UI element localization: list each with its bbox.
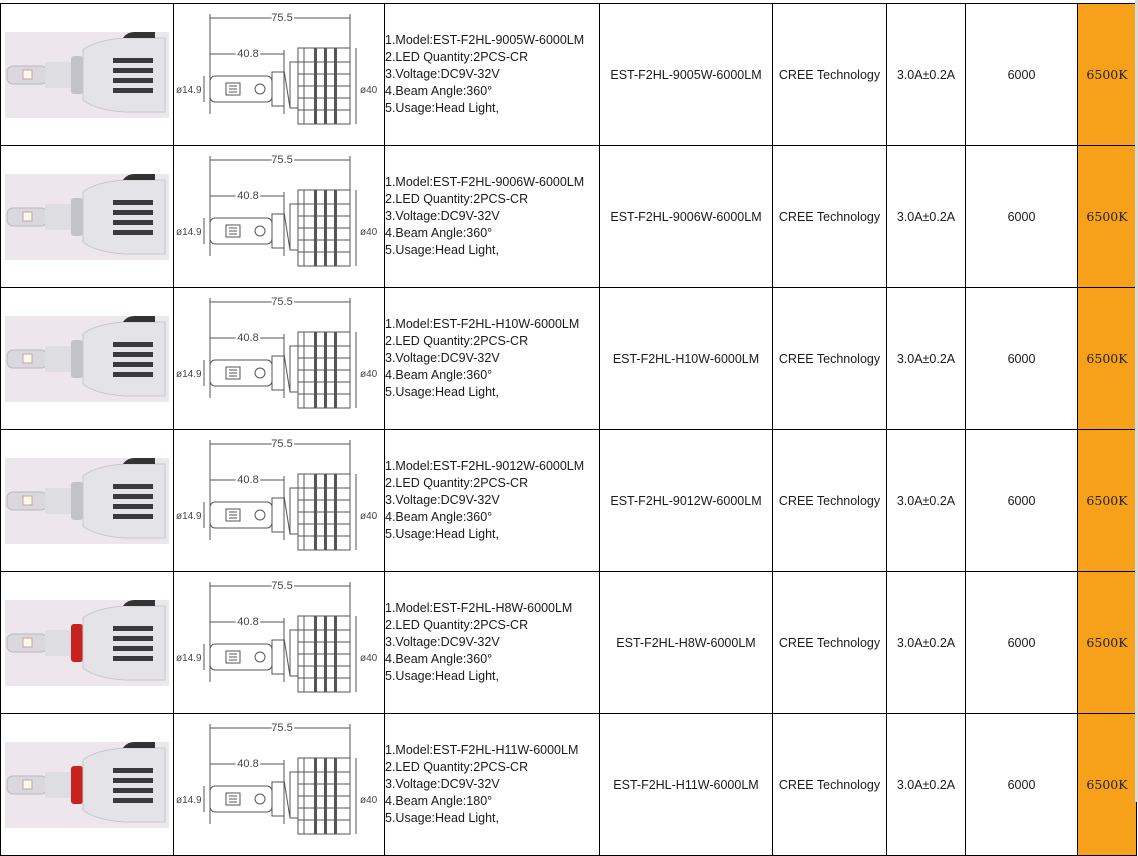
dimension-drawing xyxy=(174,146,384,284)
dim-total-length: 75.5 xyxy=(271,12,293,24)
spec-model: 1.Model:EST-F2HL-H10W-6000LM xyxy=(385,317,580,331)
spec-cell[interactable] xyxy=(385,714,600,856)
dim-total-length: 75.5 xyxy=(271,580,293,592)
drawing-cell[interactable] xyxy=(174,4,385,146)
spec-cell[interactable] xyxy=(385,146,600,288)
lumen-cell[interactable]: 6000 xyxy=(966,714,1078,856)
model-cell[interactable]: EST-F2HL-9005W-6000LM xyxy=(600,4,773,146)
current-cell[interactable]: 3.0A±0.2A xyxy=(887,4,966,146)
photo-cell[interactable] xyxy=(1,146,174,288)
technology-cell[interactable]: CREE Technology xyxy=(773,146,887,288)
bulb-photo xyxy=(5,742,169,828)
spec-cell[interactable] xyxy=(385,4,600,146)
bulb-photo xyxy=(5,316,169,402)
drawing-cell[interactable] xyxy=(174,146,385,288)
photo-cell[interactable] xyxy=(1,288,174,430)
spec-voltage: 3.Voltage:DC9V-32V xyxy=(385,777,500,791)
technology-cell[interactable]: CREE Technology xyxy=(773,714,887,856)
spec-voltage: 3.Voltage:DC9V-32V xyxy=(385,351,500,365)
current-cell[interactable]: 3.0A±0.2A xyxy=(887,288,966,430)
current-cell[interactable]: 3.0A±0.2A xyxy=(887,714,966,856)
table-row xyxy=(1,714,1137,856)
lumen-cell[interactable]: 6000 xyxy=(966,146,1078,288)
table-row xyxy=(1,4,1137,146)
color-temp-cell[interactable]: 6500K xyxy=(1078,714,1137,856)
spec-cell[interactable] xyxy=(385,572,600,714)
dimension-drawing xyxy=(174,430,384,568)
spec-usage: 5.Usage:Head Light, xyxy=(385,385,499,399)
dim-base-diameter: ø14.9 xyxy=(176,653,202,664)
photo-cell[interactable] xyxy=(1,430,174,572)
spec-model: 1.Model:EST-F2HL-9006W-6000LM xyxy=(385,175,585,189)
color-temp-cell[interactable]: 6500K xyxy=(1078,572,1137,714)
spec-beam-angle: 4.Beam Angle:180° xyxy=(385,794,493,808)
dim-total-length: 75.5 xyxy=(271,154,293,166)
bulb-photo xyxy=(5,32,169,118)
photo-cell[interactable] xyxy=(1,714,174,856)
model-cell[interactable]: EST-F2HL-H11W-6000LM xyxy=(600,714,773,856)
spec-usage: 5.Usage:Head Light, xyxy=(385,527,499,541)
spec-model: 1.Model:EST-F2HL-H11W-6000LM xyxy=(385,743,579,757)
dim-base-diameter: ø14.9 xyxy=(176,227,202,238)
spec-model: 1.Model:EST-F2HL-H8W-6000LM xyxy=(385,601,573,615)
dim-head-diameter: ø40 xyxy=(360,511,378,522)
spec-led-qty: 2.LED Quantity:2PCS-CR xyxy=(385,334,529,348)
spec-beam-angle: 4.Beam Angle:360° xyxy=(385,510,493,524)
spec-beam-angle: 4.Beam Angle:360° xyxy=(385,368,493,382)
dimension-drawing xyxy=(174,572,384,710)
dimension-drawing xyxy=(174,714,384,852)
dim-head-diameter: ø40 xyxy=(360,653,378,664)
spec-beam-angle: 4.Beam Angle:360° xyxy=(385,84,493,98)
spec-voltage: 3.Voltage:DC9V-32V xyxy=(385,67,500,81)
lumen-cell[interactable]: 6000 xyxy=(966,572,1078,714)
spec-led-qty: 2.LED Quantity:2PCS-CR xyxy=(385,760,529,774)
spec-beam-angle: 4.Beam Angle:360° xyxy=(385,652,493,666)
dim-base-diameter: ø14.9 xyxy=(176,511,202,522)
dim-mid-length: 40.8 xyxy=(237,332,259,344)
spec-model: 1.Model:EST-F2HL-9005W-6000LM xyxy=(385,33,585,47)
dim-total-length: 75.5 xyxy=(271,438,293,450)
photo-cell[interactable] xyxy=(1,4,174,146)
spec-led-qty: 2.LED Quantity:2PCS-CR xyxy=(385,618,529,632)
spec-beam-angle: 4.Beam Angle:360° xyxy=(385,226,493,240)
photo-cell[interactable] xyxy=(1,572,174,714)
spec-usage: 5.Usage:Head Light, xyxy=(385,101,499,115)
current-cell[interactable]: 3.0A±0.2A xyxy=(887,430,966,572)
spec-led-qty: 2.LED Quantity:2PCS-CR xyxy=(385,192,529,206)
spec-model: 1.Model:EST-F2HL-9012W-6000LM xyxy=(385,459,585,473)
technology-cell[interactable]: CREE Technology xyxy=(773,288,887,430)
spec-usage: 5.Usage:Head Light, xyxy=(385,669,499,683)
dimension-drawing xyxy=(174,288,384,426)
dim-total-length: 75.5 xyxy=(271,722,293,734)
spec-led-qty: 2.LED Quantity:2PCS-CR xyxy=(385,50,529,64)
dimension-drawing xyxy=(174,4,384,142)
table-row xyxy=(1,288,1137,430)
color-temp-cell[interactable]: 6500K xyxy=(1078,430,1137,572)
table-row xyxy=(1,146,1137,288)
spec-usage: 5.Usage:Head Light, xyxy=(385,811,499,825)
drawing-cell[interactable] xyxy=(174,572,385,714)
color-temp-cell[interactable]: 6500K xyxy=(1078,4,1137,146)
bulb-photo xyxy=(5,174,169,260)
lumen-cell[interactable]: 6000 xyxy=(966,430,1078,572)
drawing-cell[interactable] xyxy=(174,430,385,572)
table-row xyxy=(1,430,1137,572)
current-cell[interactable]: 3.0A±0.2A xyxy=(887,572,966,714)
dim-base-diameter: ø14.9 xyxy=(176,85,202,96)
dim-head-diameter: ø40 xyxy=(360,369,378,380)
technology-cell[interactable]: CREE Technology xyxy=(773,572,887,714)
dim-base-diameter: ø14.9 xyxy=(176,795,202,806)
lumen-cell[interactable]: 6000 xyxy=(966,4,1078,146)
model-cell[interactable]: EST-F2HL-9006W-6000LM xyxy=(600,146,773,288)
color-temp-cell[interactable]: 6500K xyxy=(1078,146,1137,288)
color-temp-cell[interactable]: 6500K xyxy=(1078,288,1137,430)
drawing-cell[interactable] xyxy=(174,714,385,856)
spec-table xyxy=(0,3,1137,856)
spec-voltage: 3.Voltage:DC9V-32V xyxy=(385,209,500,223)
dim-mid-length: 40.8 xyxy=(237,616,259,628)
model-cell[interactable]: EST-F2HL-9012W-6000LM xyxy=(600,430,773,572)
spec-voltage: 3.Voltage:DC9V-32V xyxy=(385,493,500,507)
spec-led-qty: 2.LED Quantity:2PCS-CR xyxy=(385,476,529,490)
bulb-photo xyxy=(5,600,169,686)
model-cell[interactable]: EST-F2HL-H8W-6000LM xyxy=(600,572,773,714)
lumen-cell[interactable]: 6000 xyxy=(966,288,1078,430)
drawing-cell[interactable] xyxy=(174,288,385,430)
dim-total-length: 75.5 xyxy=(271,296,293,308)
table-row xyxy=(1,572,1137,714)
model-cell[interactable]: EST-F2HL-H10W-6000LM xyxy=(600,288,773,430)
dim-head-diameter: ø40 xyxy=(360,227,378,238)
dim-mid-length: 40.8 xyxy=(237,758,259,770)
dim-mid-length: 40.8 xyxy=(237,474,259,486)
dim-head-diameter: ø40 xyxy=(360,85,378,96)
dim-mid-length: 40.8 xyxy=(237,190,259,202)
current-cell[interactable]: 3.0A±0.2A xyxy=(887,146,966,288)
bulb-photo xyxy=(5,458,169,544)
spec-cell[interactable] xyxy=(385,288,600,430)
dim-head-diameter: ø40 xyxy=(360,795,378,806)
spec-usage: 5.Usage:Head Light, xyxy=(385,243,499,257)
dim-base-diameter: ø14.9 xyxy=(176,369,202,380)
spec-voltage: 3.Voltage:DC9V-32V xyxy=(385,635,500,649)
technology-cell[interactable]: CREE Technology xyxy=(773,430,887,572)
technology-cell[interactable]: CREE Technology xyxy=(773,4,887,146)
dim-mid-length: 40.8 xyxy=(237,48,259,60)
spec-cell[interactable] xyxy=(385,430,600,572)
